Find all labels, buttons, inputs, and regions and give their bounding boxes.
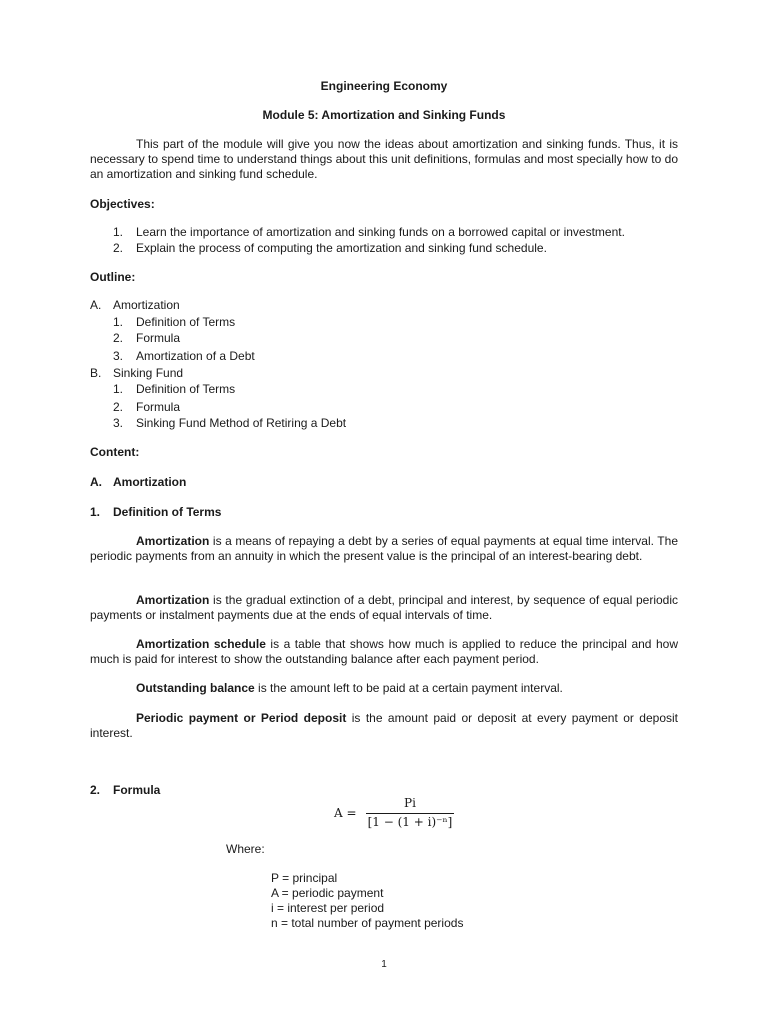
outline-heading: Outline: xyxy=(90,270,136,284)
outline-a-1-number: 1. xyxy=(113,315,124,329)
outline-b-2-text: Formula xyxy=(136,400,181,414)
outline-a-3-number: 3. xyxy=(113,349,124,363)
definition-term: Amortization xyxy=(136,593,210,607)
definition-text: is the amount left to be paid at a certain payment interval. xyxy=(254,681,563,695)
page-number: 1 xyxy=(381,959,387,970)
definition-term: Periodic payment or Period deposit xyxy=(136,711,347,725)
objectives-heading: Objectives: xyxy=(90,197,155,211)
outline-b-2-number: 2. xyxy=(113,400,124,414)
definition-text: is the gradual extinction of a debt, principal and interest, by sequence of equal periodic payments or instalment payments due at the ends of equal intervals of time. xyxy=(90,593,678,622)
outline-b-3-number: 3. xyxy=(113,416,124,430)
outline-a-2-number: 2. xyxy=(113,331,124,345)
formula-denominator: [1 − (1 + i)⁻ⁿ] xyxy=(367,815,453,829)
definition-paragraph xyxy=(90,534,678,564)
subsection-2-title: Formula xyxy=(113,783,161,797)
variable-definition: n = total number of payment periods xyxy=(271,916,464,930)
subsection-2-number: 2. xyxy=(90,783,101,797)
definition-text: is a means of repaying a debt by a series of equal payments at equal time interval. The periodic payments from an annuity in which the present value is the principal of an interest-bearing debt. xyxy=(90,534,678,563)
module-title: Module 5: Amortization and Sinking Funds xyxy=(262,108,506,122)
definition-paragraph xyxy=(90,637,678,667)
outline-b-1-text: Definition of Terms xyxy=(136,382,236,396)
subsection-1-title: Definition of Terms xyxy=(113,505,222,519)
content-heading: Content: xyxy=(90,445,140,459)
content-section-letter: A. xyxy=(90,475,102,489)
definition-text: is the amount paid or deposit at every payment or deposit interest. xyxy=(90,711,678,740)
outline-b-letter: B. xyxy=(90,366,102,380)
intro-text: This part of the module will give you now the ideas about amortization and sinking funds. Thus, it is necessary to spend time to understand things about this unit definitions, formulas and most specially how to do an amortization and sinking fund schedule. xyxy=(90,137,678,181)
intro-paragraph xyxy=(90,137,678,182)
definition-term: Amortization xyxy=(136,534,210,548)
outline-a-title: Amortization xyxy=(113,298,180,312)
outline-b-3-text: Sinking Fund Method of Retiring a Debt xyxy=(136,416,347,430)
outline-a-letter: A. xyxy=(90,298,102,312)
variable-definition: P = principal xyxy=(271,871,338,885)
variable-definition: A = periodic payment xyxy=(271,886,384,900)
fraction-bar xyxy=(366,813,454,814)
definition-paragraph xyxy=(90,681,678,696)
definition-term: Amortization schedule xyxy=(136,637,266,651)
objective-2-number: 2. xyxy=(113,241,124,255)
definition-text: is a table that shows how much is applied to reduce the principal and how much is paid for interest to show the outstanding balance after each payment period. xyxy=(90,637,679,666)
outline-b-1-number: 1. xyxy=(113,382,124,396)
outline-b-title: Sinking Fund xyxy=(113,366,184,380)
content-section-title: Amortization xyxy=(113,475,187,489)
definition-paragraph xyxy=(90,711,678,741)
objective-1-text: Learn the importance of amortization and sinking funds on a borrowed capital or investment. xyxy=(136,225,625,239)
formula-lhs: A = xyxy=(334,806,357,820)
where-label: Where: xyxy=(226,842,265,856)
document-title: Engineering Economy xyxy=(320,79,448,93)
outline-a-1-text: Definition of Terms xyxy=(136,315,236,329)
subsection-1-number: 1. xyxy=(90,505,101,519)
formula-numerator: Pi xyxy=(404,796,416,810)
definition-paragraph xyxy=(90,593,678,623)
objective-1-number: 1. xyxy=(113,225,124,239)
definition-term: Outstanding balance xyxy=(136,681,255,695)
outline-a-3-text: Amortization of a Debt xyxy=(136,349,255,363)
objective-2-text: Explain the process of computing the amortization and sinking fund schedule. xyxy=(136,241,547,255)
outline-a-2-text: Formula xyxy=(136,331,181,345)
variable-definition: i = interest per period xyxy=(271,901,385,915)
